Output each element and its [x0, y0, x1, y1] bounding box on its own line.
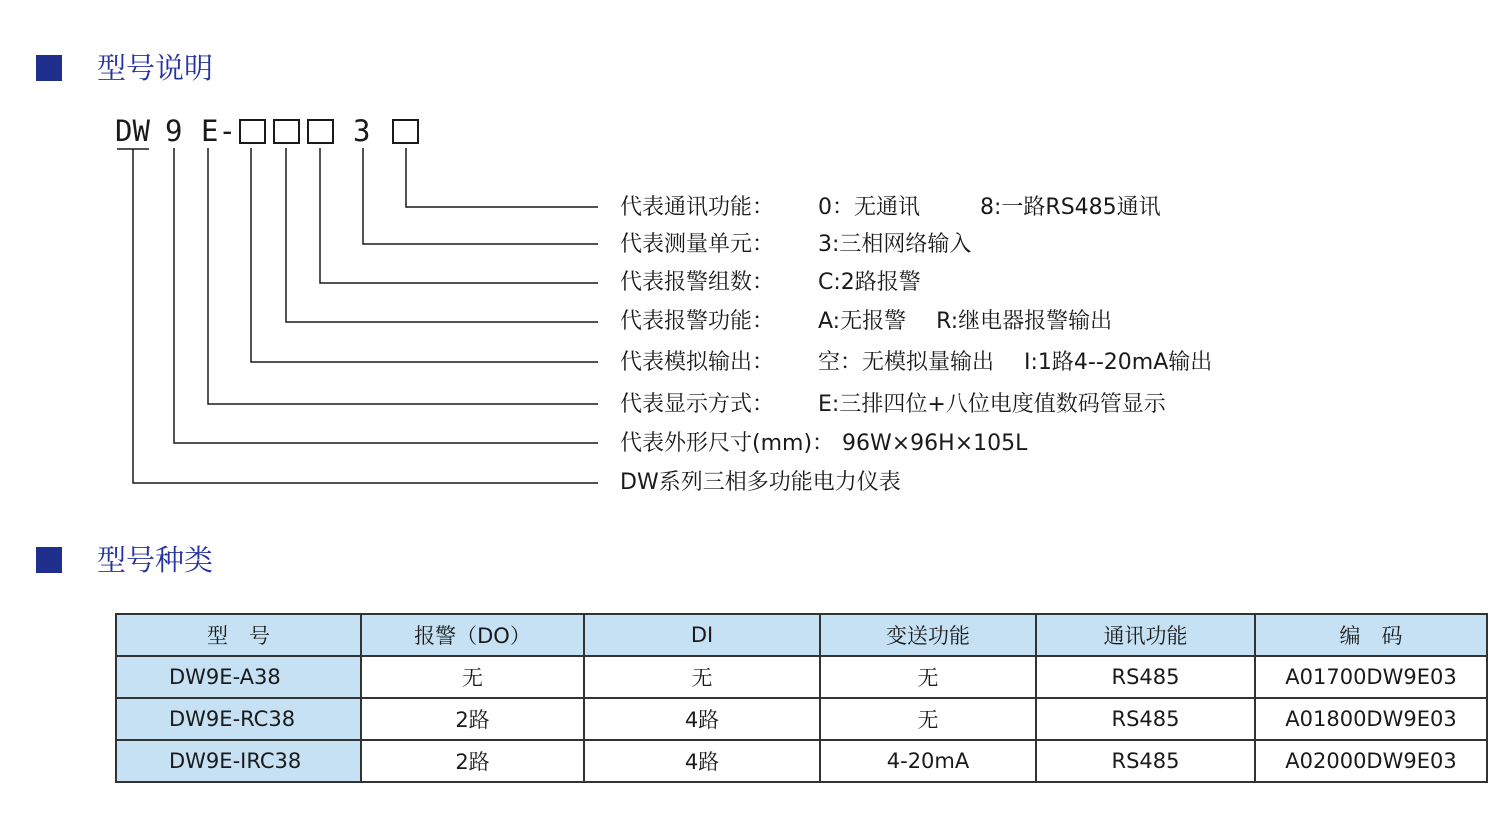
desc-value: I:1路4--20mA输出 [1024, 350, 1213, 375]
leader-series [133, 149, 598, 483]
desc-value: 空：无模拟量输出 [818, 350, 995, 375]
table-header-row [116, 614, 1487, 656]
desc-value: R:继电器报警输出 [936, 309, 1113, 334]
desc-label: 代表通讯功能： [620, 195, 775, 220]
cell-model: DW9E-IRC38 [116, 740, 361, 782]
cell-code: A01800DW9E03 [1255, 698, 1487, 740]
desc-label: 代表报警功能： [620, 309, 775, 334]
table-row [116, 656, 1487, 698]
cell-model: DW9E-RC38 [116, 698, 361, 740]
cell-transmit: 无 [820, 698, 1036, 740]
desc-value: E:三排四位+八位电度值数码管显示 [818, 392, 1166, 417]
desc-dimensions [620, 430, 1057, 458]
desc-display-mode [620, 391, 1196, 419]
cell-di: 无 [584, 656, 820, 698]
cell-transmit: 无 [820, 656, 1036, 698]
desc-value: 0：无通讯 [818, 195, 920, 220]
cell-di: 4路 [584, 698, 820, 740]
desc-series [620, 469, 901, 497]
cell-alarm-do: 2路 [361, 698, 584, 740]
leader-alarm-function [286, 148, 598, 322]
cell-model: DW9E-A38 [116, 656, 361, 698]
desc-alarm-function [620, 308, 1142, 336]
header-model: 型 号 [116, 614, 361, 656]
model-types-table [115, 613, 1488, 783]
leader-analog-output [251, 148, 598, 362]
code-measure-unit: 3 [353, 114, 371, 148]
cell-communication: RS485 [1036, 740, 1255, 782]
cell-alarm-do: 2路 [361, 740, 584, 782]
cell-communication: RS485 [1036, 698, 1255, 740]
desc-label: 代表显示方式： [620, 392, 775, 417]
desc-analog-output [620, 349, 1242, 377]
cell-alarm-do: 无 [361, 656, 584, 698]
section-title: 型号种类 [97, 543, 214, 577]
code-series: 9 [165, 114, 183, 148]
table-row [116, 740, 1487, 782]
cell-code: A02000DW9E03 [1255, 740, 1487, 782]
code-prefix: DW [115, 114, 150, 148]
header-di: DI [584, 614, 820, 656]
leader-alarm-groups [320, 148, 598, 283]
desc-value: 3:三相网络输入 [818, 232, 972, 257]
desc-communication [620, 194, 1191, 222]
desc-label: 代表报警组数： [620, 270, 775, 295]
cell-code: A01700DW9E03 [1255, 656, 1487, 698]
section-heading-model-types [36, 543, 214, 577]
header-transmit: 变送功能 [820, 614, 1036, 656]
desc-alarm-groups [620, 269, 951, 297]
desc-value: 96W×96H×105L [842, 431, 1028, 456]
header-code: 编 码 [1255, 614, 1487, 656]
leader-communication [406, 148, 598, 207]
header-alarm-do: 报警（DO） [361, 614, 584, 656]
table-row [116, 698, 1487, 740]
desc-label: DW系列三相多功能电力仪表 [620, 470, 901, 495]
desc-measure-unit [620, 231, 1001, 259]
cell-communication: RS485 [1036, 656, 1255, 698]
leader-display-mode [208, 148, 598, 404]
desc-label: 代表模拟输出： [620, 350, 775, 375]
desc-value: 8:一路RS485通讯 [980, 195, 1161, 220]
leader-measure-unit [363, 148, 598, 244]
code-display: E- [201, 114, 236, 148]
cell-transmit: 4-20mA [820, 740, 1036, 782]
leader-dimensions [174, 148, 598, 443]
square-bullet-icon [36, 547, 62, 573]
cell-di: 4路 [584, 740, 820, 782]
section-title: 型号说明 [97, 51, 214, 85]
header-communication: 通讯功能 [1036, 614, 1255, 656]
desc-value: A:无报警 [818, 309, 907, 334]
desc-label: 代表外形尺寸(mm)： [620, 431, 835, 456]
desc-value: C:2路报警 [818, 270, 921, 295]
desc-label: 代表测量单元： [620, 232, 775, 257]
